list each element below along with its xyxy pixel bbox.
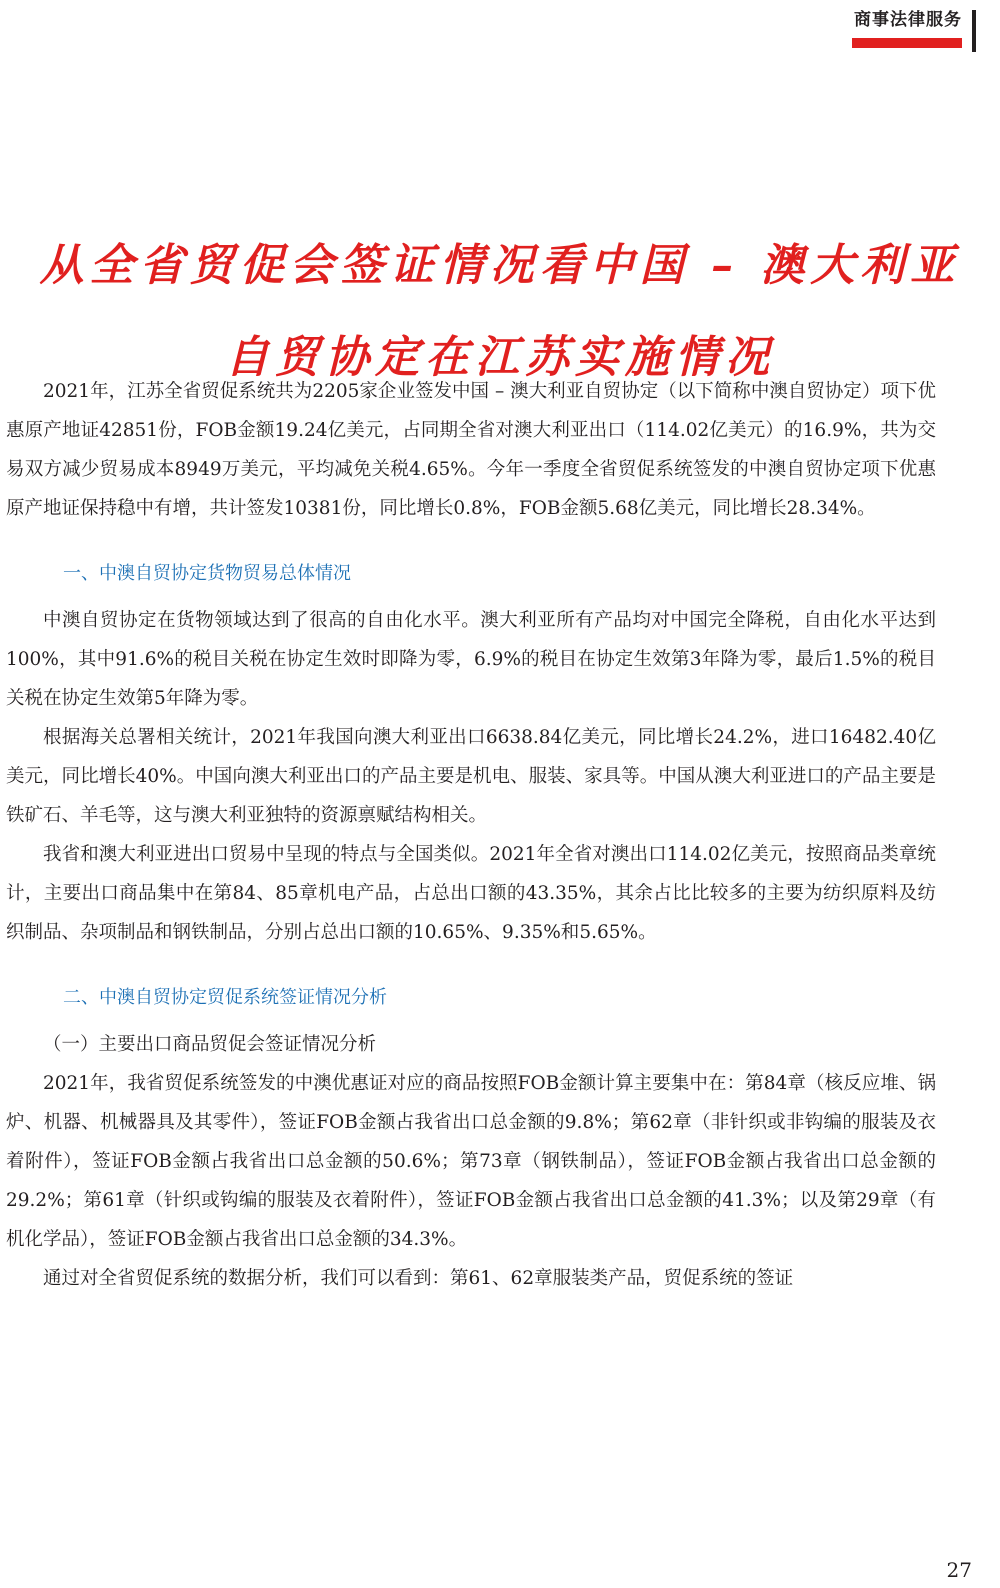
section-1-paragraph-1: 中澳自贸协定在货物领域达到了很高的自由化水平。澳大利亚所有产品均对中国完全降税，自由化水平达到100%，其中91.6%的税目关税在协定生效时即降为零，6.9%的税目在协定生效第3年降为零，最后1.5%的税目关税在协定生效第5年降为零。: [6, 610, 936, 709]
title-line-2: 自贸协定在江苏实施情况: [225, 332, 775, 383]
header-vertical-rule: [972, 10, 976, 52]
article-body: [6, 372, 936, 1298]
section-2-paragraph-2: 通过对全省贸促系统的数据分析，我们可以看到：第61、62章服装类产品，贸促系统的签证: [43, 1268, 794, 1289]
section-title: 商事法律服务: [854, 10, 962, 30]
section-1-paragraph-2: 根据海关总署相关统计，2021年我国向澳大利亚出口6638.84亿美元，同比增长24.2%，进口16482.40亿美元，同比增长40%。中国向澳大利亚出口的产品主要是机电、服装、家具等。中国从澳大利亚进口的产品主要是铁矿石、羊毛等，这与澳大利亚独特的资源禀赋结构相关。: [6, 727, 936, 826]
intro-paragraph: 2021年，江苏全省贸促系统共为2205家企业签发中国 – 澳大利亚自贸协定（以下简称中澳自贸协定）项下优惠原产地证42851份，FOB金额19.24亿美元，占同期全省对澳大利亚出口（114.02亿美元）的16.9%，共为交易双方减少贸易成本8949万美元，平均减免关税4.65%。今年一季度全省贸促系统签发的中澳自贸协定项下优惠原产地证保持稳中有增，共计签发10381份，同比增长0.8%，FOB金额5.68亿美元，同比增长28.34%。: [6, 381, 936, 519]
section-2-subheading: （一）主要出口商品贸促会签证情况分析: [43, 1034, 377, 1055]
section-2-paragraph-1: 2021年，我省贸促系统签发的中澳优惠证对应的商品按照FOB金额计算主要集中在：第84章（核反应堆、锅炉、机器、机械器具及其零件），签证FOB金额占我省出口总金额的9.8%；第62章（非针织或非钩编的服装及衣着附件），签证FOB金额占我省出口总金额的50.6%；第73章（钢铁制品），签证FOB金额占我省出口总金额的29.2%；第61章（针织或钩编的服装及衣着附件），签证FOB金额占我省出口总金额的41.3%；以及第29章（有机化学品），签证FOB金额占我省出口总金额的34.3%。: [6, 1073, 936, 1250]
section-1-heading: 一、中澳自贸协定货物贸易总体情况: [63, 563, 351, 584]
section-1-paragraph-3: 我省和澳大利亚进出口贸易中呈现的特点与全国类似。2021年全省对澳出口114.02亿美元，按照商品类章统计，主要出口商品集中在第84、85章机电产品，占总出口额的43.35%，其余占比比较多的主要为纺织原料及纺织制品、杂项制品和钢铁制品，分别占总出口额的10.65%、9.35%和5.65%。: [6, 844, 936, 943]
header-red-bar: [852, 38, 962, 48]
page-number: 27: [946, 1558, 972, 1582]
section-2-heading: 二、中澳自贸协定贸促系统签证情况分析: [63, 987, 387, 1008]
title-line-1: 从全省贸促会签证情况看中国 – 澳大利亚: [39, 240, 961, 291]
page-header: [836, 8, 976, 32]
